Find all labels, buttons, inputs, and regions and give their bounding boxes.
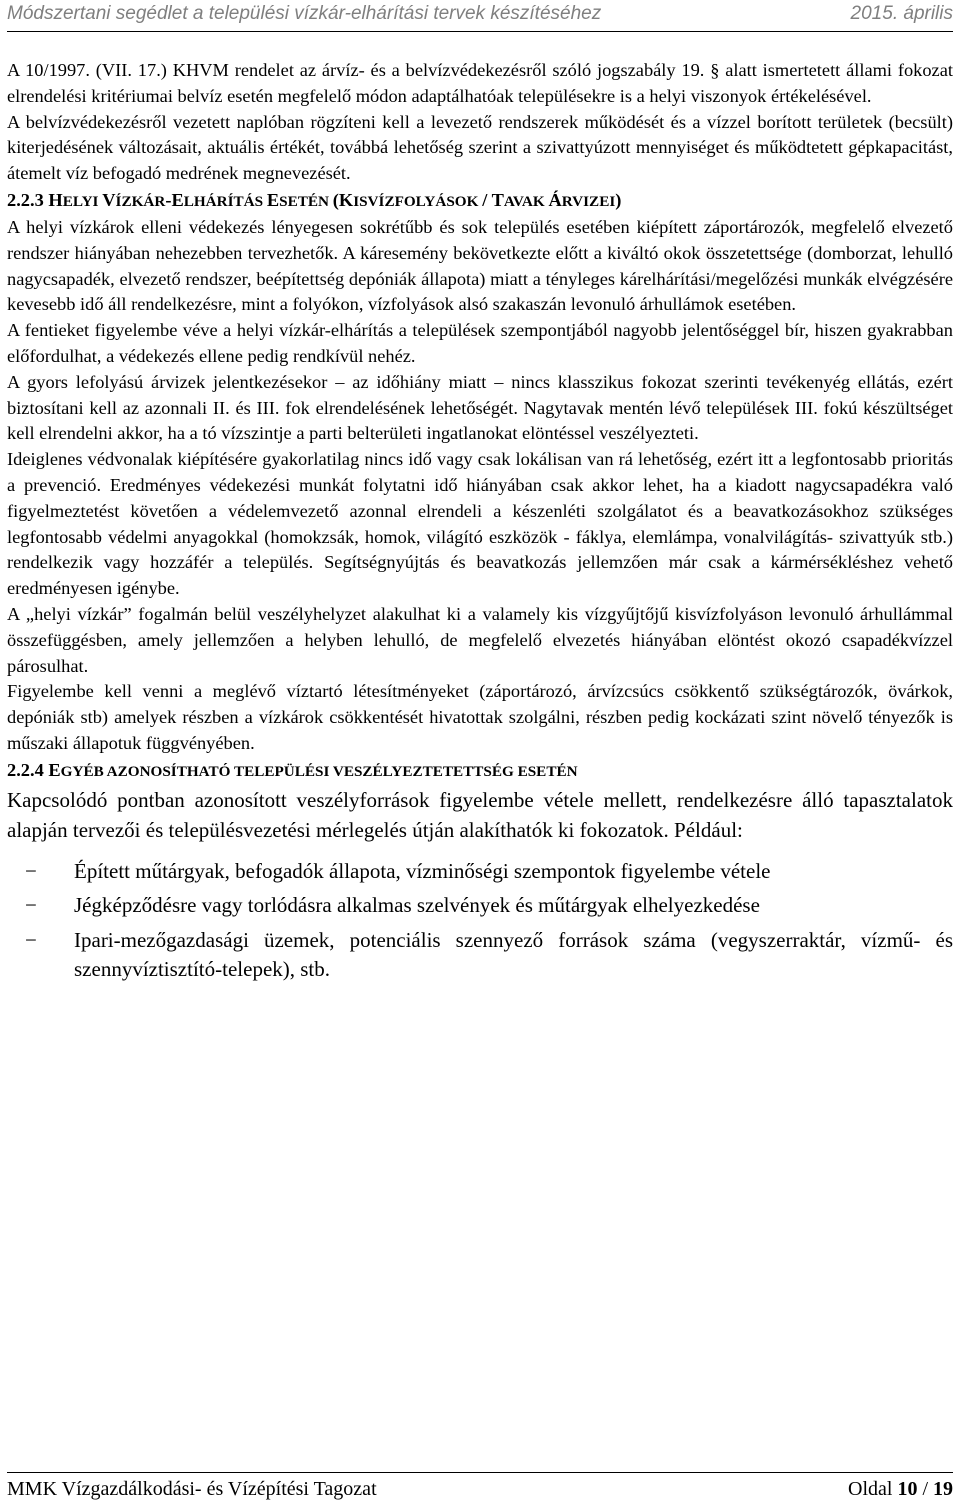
list-item: [7, 857, 953, 887]
section-heading-2-2-4: 2.2.4 EGYÉB AZONOSÍTHATÓ TELEPÜLÉSI VESZÉLYEZTETETTSÉG ESETÉN: [7, 759, 578, 780]
section-number: 2.2.4: [7, 759, 44, 780]
paragraph-fentieket: A fentieket figyelembe véve a helyi vízkár-elhárítás a települések szempontjából nagyobb jelentőséggel bír, hiszen gyakrabban előfordulhat, a védekezés ellene pedig rendkívül nehéz.: [7, 320, 953, 366]
paragraph-helyi-vizkar-fogalma: A „helyi vízkár” fogalmán belül veszélyhelyzet alakulhat ki a valamely kis vízgyűjtőjű kisvízfolyáson levonuló árhullámmal összefüggésben, amely jellemzően a helyben lehulló, de megfelelő elvezetés hiányában elöntést okozó csapadékvízzel párosulhat.: [7, 603, 953, 676]
document-date: 2015. április: [850, 3, 953, 24]
section-heading-2-2-3: 2.2.3 HELYI VÍZKÁR-ELHÁRÍTÁS ESETÉN (KISVÍZFOLYÁSOK / TAVAK ÁRVIZEI): [7, 189, 622, 210]
paragraph-helyi-vizkar: A helyi vízkárok elleni védekezés lényegesen sokrétűbb és sok település esetében kiépített záportározók, megfelelő elvezető rendszer hiányában nehezebben tervezhetők. A káresemény bekövetkezte előtt a kiváltó okok összetettsége (domborzat, lehulló nagycsapadék, elvezető rendszer, beépítettség depóniák állapota) miatt a tényleges kárelhárítási/megelőzési munkák elvégzésére kevesebb idő áll rendelkezésre, mint a folyókon, vízfolyások alsó szakaszán levonuló árhullámok esetében.: [7, 216, 953, 315]
document-title: Módszertani segédlet a települési vízkár-elhárítási tervek készítéséhez: [7, 3, 602, 24]
list-item-text: Jégképződésre vagy torlódásra alkalmas szelvények és műtárgyak elhelyezkedése: [74, 893, 760, 918]
page-number: Oldal 10 / 19: [848, 1478, 953, 1500]
paragraph-viztarto-letesitmenyek: Figyelembe kell venni a meglévő víztartó létesítményeket (záportározó, árvízcsúcs csökkentő szükségtározók, övárkok, depóniák stb) amelyek részben a vízkárok csökkentését hivatottak szolgálni, részben pedig kockázati szint növelő tényezők is műszaki állapotuk függvényében.: [7, 681, 953, 753]
paragraph-ideiglenes-vedvonalak: Ideiglenes védvonalak kiépítésére gyakorlatilag nincs idő vagy csak lokálisan van rá lehetőség, ezért itt a legfontosabb prioritás a prevenció. Eredményes védekezési munkát folytatni idő hiányában csak akkor lehet, ha a kiadott nagycsapadékra való figyelmeztetést követően a védelemvezető azonnal elrendeli a készenléti szolgálatot és a beavatkozásokhoz szükséges legfontosabb védelmi anyagokkal (homokzsák, homok, világító eszközök - fáklya, elemlámpa, vonalvilágítás- szivattyúk stb.) rendelkezik vagy hozzáfér a település. Segítségnyújtás és beavatkozás jellemzően már csak a kármérsékléshez vehető eredményesen igénybe.: [7, 449, 953, 599]
paragraph-kapcsolodo: Kapcsolódó pontban azonosított veszélyforrások figyelembe vétele mellett, rendelkezésre álló tapasztalatok alapján tervezői és településvezetési mérlegelés útján alakíthatók ki fokozatok. Például:: [7, 787, 953, 842]
list-item-text: Épített műtárgyak, befogadók állapota, vízminőségi szempontok figyelembe vétele: [74, 858, 771, 883]
paragraph-intro: A 10/1997. (VII. 17.) KHVM rendelet az árvíz- és a belvízvédekezésről szóló jogszabály 19. § alatt ismertetett állami fokozat elrendelési kritériumai belvíz esetén megfelelő módon adaptálhatóak településekre is a helyi viszonyok értékelésével.: [7, 60, 953, 106]
current-page: 10: [897, 1478, 918, 1500]
page-footer: [7, 1472, 953, 1502]
page-header: [7, 0, 953, 32]
list-item: [7, 891, 953, 921]
page-content: [7, 58, 953, 990]
dash-bullet-icon: −: [25, 927, 37, 952]
paragraph-gyors-lefolyasu: A gyors lefolyású árvizek jelentkezésekor – az időhiány miatt – nincs klasszikus fokozat szerinti tevékenyég ellátás, ezért biztosítani kell az azonnali II. és III. fok elrendelésének lehetőségét. Nagytavak mentén lévő települések III. fokú készültséget kell elrendelni akkor, ha a tó vízszintje a parti belterületi ingatlanokat elöntéssel veszélyezteti.: [7, 371, 953, 444]
section-number: 2.2.3: [7, 189, 44, 210]
paragraph-belviz-naplo: A belvízvédekezésről vezetett naplóban rögzíteni kell a levezető rendszerek működését és a vízzel borított területek (becsült) kiterjedésének változásait, aktuális értékét, továbbá lehetőség szerint a szivattyúzott mennyiséget és működtetett gépkapacitást, átemelt víz befogadó medrének megnevezését.: [7, 111, 953, 184]
list-item-text: Ipari-mezőgazdasági üzemek, potenciális szennyező források száma (vegyszerraktár, vízmű- és szennyvíztisztító-telepek), stb.: [74, 927, 953, 982]
example-list: [7, 857, 953, 985]
footer-organization: MMK Vízgazdálkodási- és Vízépítési Tagozat: [7, 1478, 377, 1500]
dash-bullet-icon: −: [25, 858, 37, 883]
list-item: [7, 926, 953, 985]
dash-bullet-icon: −: [25, 893, 37, 918]
total-pages: 19: [933, 1478, 953, 1500]
